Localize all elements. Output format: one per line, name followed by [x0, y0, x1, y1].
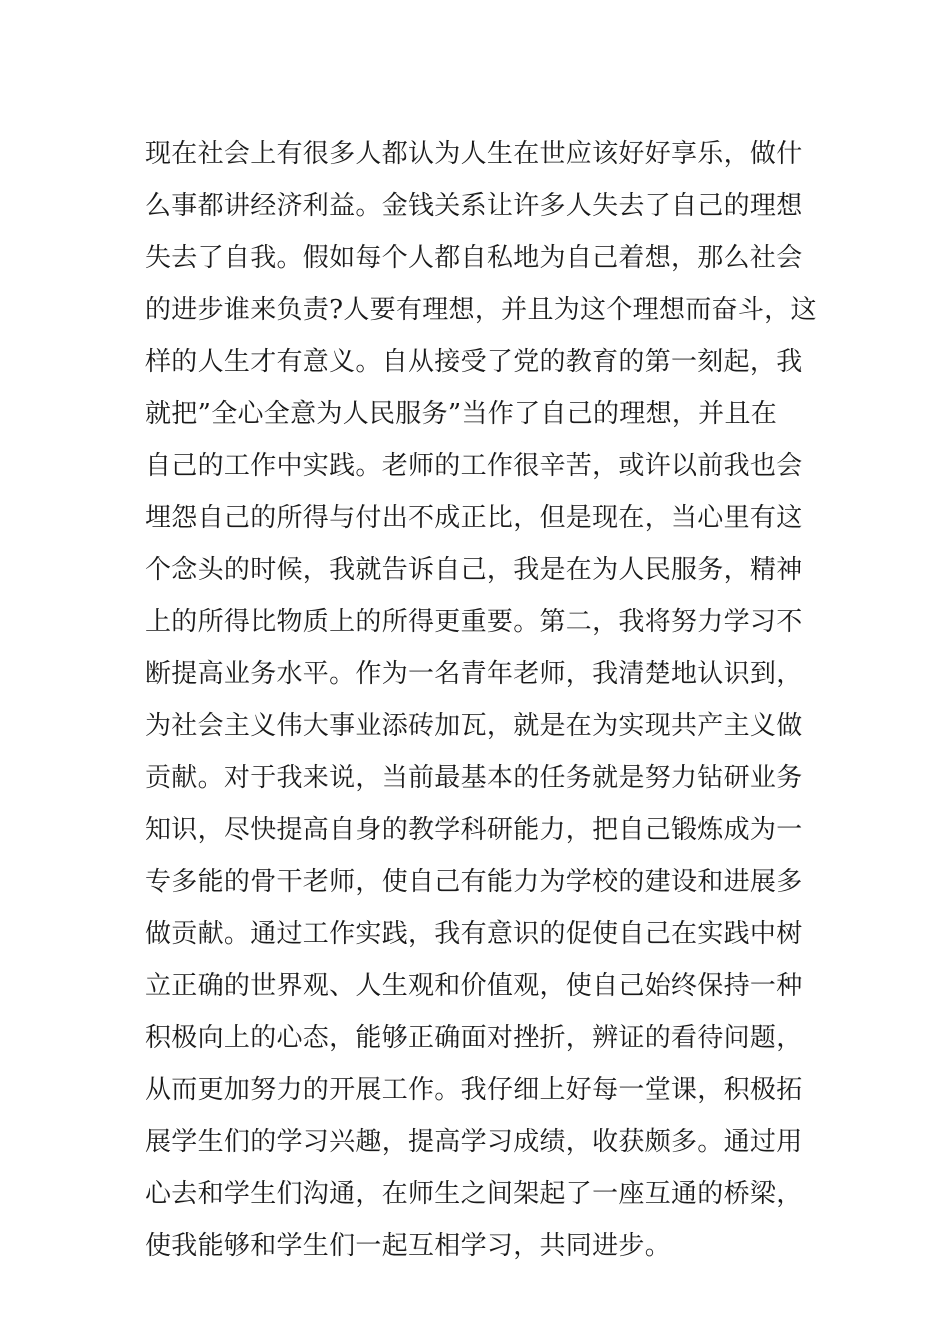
text-line: 样的人生才有意义。自从接受了党的教育的第一刻起，我: [145, 347, 803, 377]
text-line: 为社会主义伟大事业添砖加瓦，就是在为实现共产主义做: [145, 711, 803, 741]
text-line: 么事都讲经济利益。金钱关系让许多人失去了自己的理想: [145, 191, 803, 221]
text-line: 断提高业务水平。作为一名青年老师，我清楚地认识到，: [145, 659, 803, 689]
text-line: 就把”全心全意为人民服务”当作了自己的理想，并且在: [145, 399, 778, 429]
text-line: 个念头的时候，我就告诉自己，我是在为人民服务，精神: [145, 555, 803, 585]
text-line: 积极向上的心态，能够正确面对挫折，辨证的看待问题，: [145, 1023, 803, 1053]
text-line: 从而更加努力的开展工作。我仔细上好每一堂课，积极拓: [145, 1075, 803, 1105]
text-line: 知识，尽快提高自身的教学科研能力，把自己锻炼成为一: [145, 815, 803, 845]
text-line: 展学生们的学习兴趣，提高学习成绩，收获颇多。通过用: [145, 1127, 803, 1157]
text-line: 使我能够和学生们一起互相学习，共同进步。: [145, 1231, 672, 1261]
text-line: 失去了自我。假如每个人都自私地为自己着想，那么社会: [145, 243, 803, 273]
body-paragraph: [145, 128, 815, 1272]
text-line: 埋怨自己的所得与付出不成正比，但是现在，当心里有这: [145, 503, 803, 533]
text-line: 专多能的骨干老师，使自己有能力为学校的建设和进展多: [145, 867, 803, 897]
text-line: 自己的工作中实践。老师的工作很辛苦，或许以前我也会: [145, 451, 803, 481]
text-line: 的进步谁来负责?人要有理想，并且为这个理想而奋斗，这: [145, 295, 817, 325]
text-line: 上的所得比物质上的所得更重要。第二，我将努力学习不: [145, 607, 803, 637]
text-line: 做贡献。通过工作实践，我有意识的促使自己在实践中树: [145, 919, 803, 949]
text-line: 现在社会上有很多人都认为人生在世应该好好享乐，做什: [145, 139, 803, 169]
text-line: 心去和学生们沟通，在师生之间架起了一座互通的桥梁，: [145, 1179, 803, 1209]
text-line: 立正确的世界观、人生观和价值观，使自己始终保持一种: [145, 971, 803, 1001]
text-line: 贡献。对于我来说，当前最基本的任务就是努力钻研业务: [145, 763, 803, 793]
